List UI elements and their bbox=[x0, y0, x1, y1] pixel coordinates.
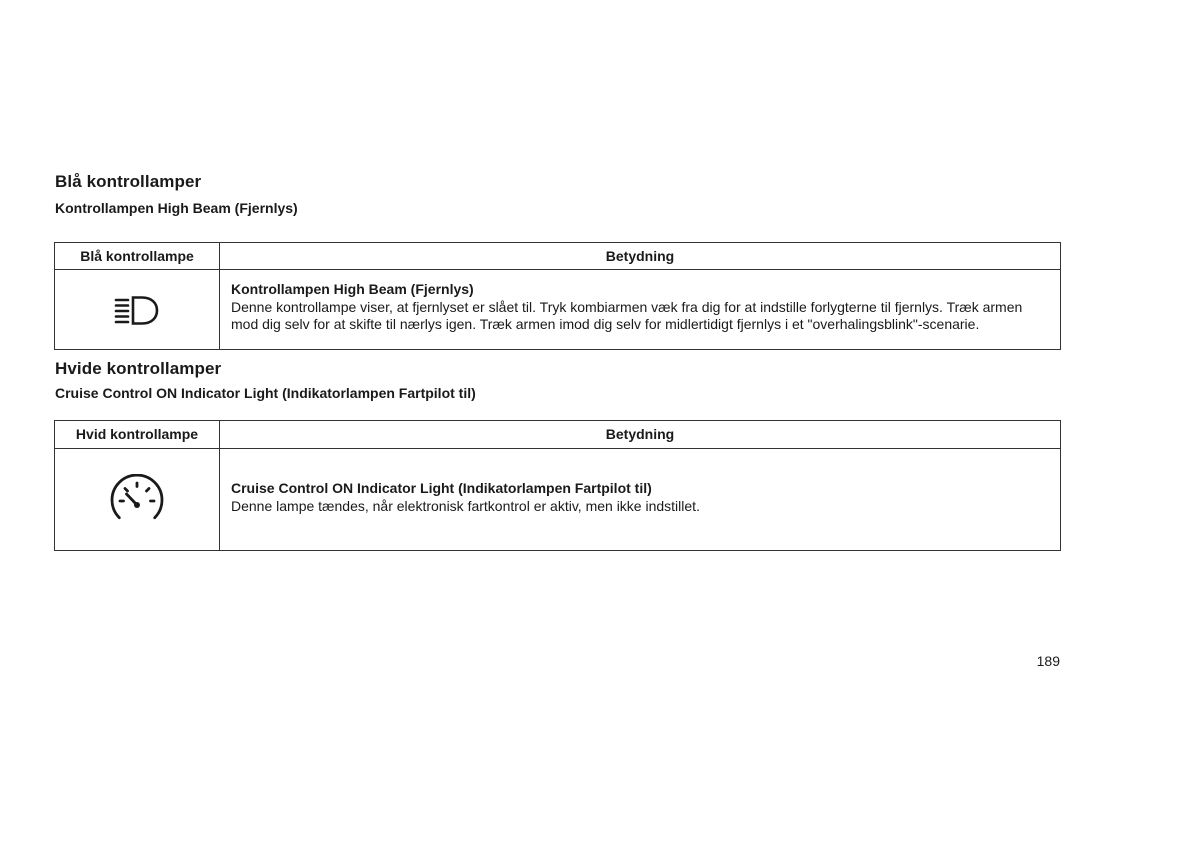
description-title: Cruise Control ON Indicator Light (Indikatorlampen Fartpilot til) bbox=[231, 480, 652, 496]
blue-lamps-table bbox=[54, 242, 1061, 350]
lamp-description-cell bbox=[220, 270, 1061, 350]
section-subheading-high-beam: Kontrollampen High Beam (Fjernlys) bbox=[55, 200, 298, 216]
lamp-icon-cell bbox=[55, 270, 220, 350]
description-title: Kontrollampen High Beam (Fjernlys) bbox=[231, 281, 474, 298]
table-row bbox=[55, 270, 1061, 350]
description-text: Denne kontrollampe viser, at fjernlyset er slået til. Tryk kombiarmen væk fra dig for at indstille forlygterne til fjernlys. Træk armen mod dig selv for at skifte til nærlys igen. Træk armen imod dig selv for midlertidigt fjernlys i et "overhalingsblink"-scenarie. bbox=[231, 298, 1023, 333]
section-subheading-cruise-control: Cruise Control ON Indicator Light (Indikatorlampen Fartpilot til) bbox=[55, 385, 476, 401]
speedometer-icon bbox=[108, 490, 166, 506]
table-header-meaning: Betydning bbox=[220, 421, 1061, 449]
lamp-icon-cell bbox=[55, 449, 220, 551]
table-header-row bbox=[55, 421, 1061, 449]
section-heading-white-lamps: Hvide kontrollamper bbox=[55, 359, 222, 378]
white-lamps-table bbox=[54, 420, 1061, 551]
page-number: 189 bbox=[1036, 653, 1060, 669]
table-header-lamp: Blå kontrollampe bbox=[55, 243, 220, 270]
description-text: Denne lampe tændes, når elektronisk fartkontrol er aktiv, men ikke indstillet. bbox=[231, 497, 700, 514]
table-header-lamp: Hvid kontrollampe bbox=[55, 421, 220, 449]
table-header-row bbox=[55, 243, 1061, 270]
section-heading-blue-lamps: Blå kontrollamper bbox=[55, 172, 202, 191]
table-header-meaning: Betydning bbox=[220, 243, 1061, 270]
table-row bbox=[55, 449, 1061, 551]
lamp-description-cell bbox=[220, 449, 1061, 551]
high-beam-icon bbox=[114, 300, 160, 316]
